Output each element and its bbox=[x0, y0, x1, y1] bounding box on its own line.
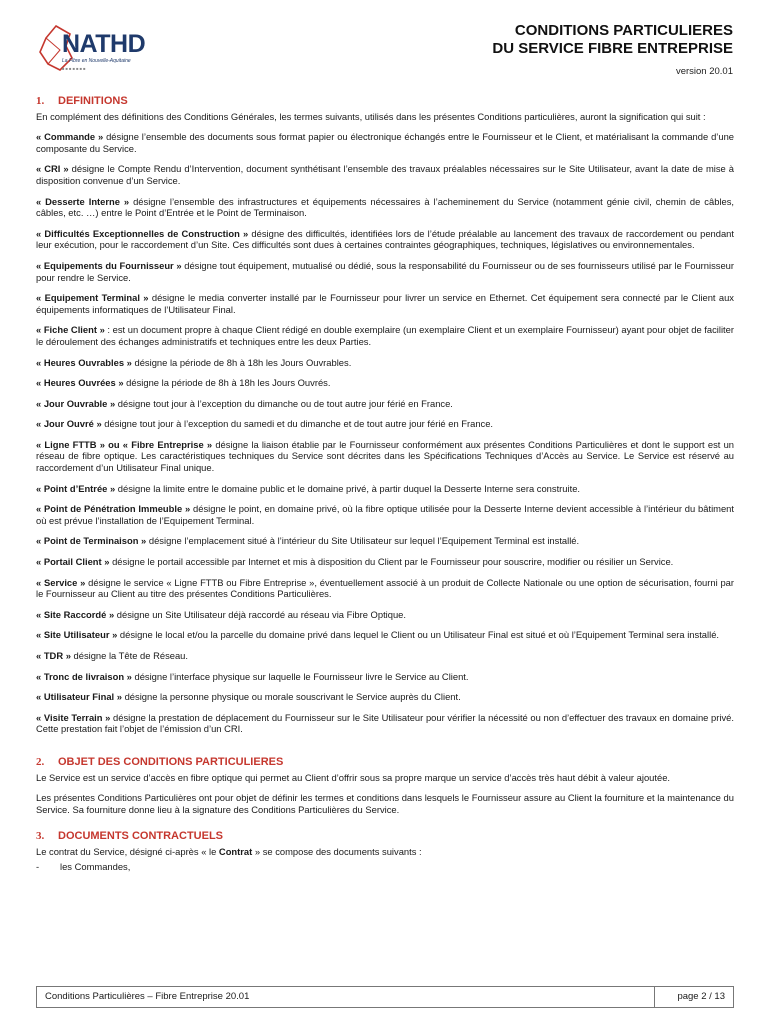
document-title bbox=[492, 22, 733, 58]
logo-wordmark: NATHD bbox=[62, 30, 146, 58]
definition-text: désigne la période de 8h à 18h les Jours Ouvrés. bbox=[123, 377, 331, 389]
definition-term: « Ligne FTTB » ou « Fibre Entreprise » bbox=[36, 438, 213, 450]
definition-item bbox=[36, 650, 734, 662]
definition-term: « Site Utilisateur » bbox=[36, 629, 118, 641]
definition-text: désigne un Site Utilisateur déjà raccordé au réseau via Fibre Optique. bbox=[114, 608, 407, 620]
section-1-heading bbox=[36, 96, 734, 108]
definition-term: « Jour Ouvrable » bbox=[36, 397, 116, 409]
definition-text: désigne l’emplacement situé à l’intérieur du Site Utilisateur sur lequel l’Equipement Terminal est installé. bbox=[146, 535, 580, 547]
footer-divider bbox=[654, 987, 655, 1007]
definition-text: désigne l’ensemble des infrastructures et équipements nécessaires à l’acheminement du Service (notamment génie civil, chemin de câbles, câbles, etc. …) entre le Point d’Entrée et le Point de Terminaison. bbox=[36, 195, 735, 219]
definition-text: désigne tout jour à l’exception du samedi et du dimanche et de tout autre jour férié en France. bbox=[101, 418, 494, 430]
definition-item bbox=[36, 260, 734, 283]
definition-text: désigne la liaison établie par le Fournisseur conformément aux présentes Conditions Particulières et dont le support est un réseau de fibre optique. Les caractéristiques techniques du Service sont décrites dans les Spécifications Techniques d’Accès au Service. Le Service est réservé au raccordement d’un Utilisateur Final unique. bbox=[36, 438, 734, 474]
definition-term: « Tronc de livraison » bbox=[36, 670, 132, 682]
definition-text: désigne le portail accessible par Internet et mis à disposition du Client par le Fournisseur pour souscrire, modifier ou résilier un Service. bbox=[109, 556, 674, 568]
definition-text: désigne la personne physique ou morale souscrivant le Service auprès du Client. bbox=[121, 691, 461, 703]
page-footer bbox=[36, 986, 734, 1008]
definition-item bbox=[36, 163, 734, 186]
definition-term: « Site Raccordé » bbox=[36, 608, 115, 620]
section-3-paragraph bbox=[36, 846, 734, 858]
definition-item bbox=[36, 418, 734, 430]
definition-text: désigne le service « Ligne FTTB ou Fibre Entreprise », éventuellement associé à un produit de Collecte Nationale ou une option de sécurisation, fourni par le Fournisseur au Client au titre des présentes Conditions Particulières. bbox=[36, 576, 735, 600]
text-run: Le contrat du Service, désigné ci-après « le bbox=[36, 845, 219, 857]
definition-term: « Fiche Client » bbox=[36, 324, 105, 336]
text-run: » se compose des documents suivants : bbox=[252, 845, 422, 857]
definition-item bbox=[36, 228, 734, 251]
section-number: 1. bbox=[36, 95, 45, 107]
title-line-2: DU SERVICE FIBRE ENTREPRISE bbox=[492, 40, 733, 57]
definition-item bbox=[36, 398, 734, 410]
definition-item bbox=[36, 577, 734, 600]
definition-term: « Service » bbox=[36, 576, 86, 588]
definition-text: : est un document propre à chaque Client rédigé en double exemplaire (un exemplaire Client et un exemplaire Fournisseur) ayant pour objet de faciliter le déroulement des échanges administratifs et techniques entre les deux Parties. bbox=[36, 324, 734, 347]
section-2-paragraph-2: Les présentes Conditions Particulières ont pour objet de définir les termes et conditions dans lesquels le Fournisseur assure au Client la fourniture et la maintenance du Service. Sa fourniture donne lieu à la signature des Conditions Particulières du Service. bbox=[36, 792, 734, 815]
definition-text: désigne tout jour à l’exception du dimanche ou de tout autre jour férié en France. bbox=[115, 397, 453, 409]
definition-item bbox=[36, 503, 734, 526]
page-number: page 2 / 13 bbox=[677, 991, 725, 1002]
definitions-list bbox=[36, 131, 734, 735]
definition-item bbox=[36, 483, 734, 495]
definition-term: « Point de Terminaison » bbox=[36, 535, 147, 547]
definition-item bbox=[36, 324, 734, 347]
definition-term: « Jour Ouvré » bbox=[36, 418, 102, 430]
definition-term: « Visite Terrain » bbox=[36, 711, 111, 723]
section-title: OBJET DES CONDITIONS PARTICULIERES bbox=[58, 755, 284, 768]
definitions-intro: En complément des définitions des Conditions Générales, les termes suivants, utilisés dans les présentes Conditions particulières, auront la signification qui suit : bbox=[36, 110, 706, 122]
definition-item bbox=[36, 629, 734, 641]
definition-text: désigne le point, en domaine privé, où la fibre optique utilisée pour la Desserte Interne devient accessible à l’intérieur du bâtiment où est prévue l’installation de l’Equipement Terminal. bbox=[36, 503, 734, 526]
definition-text: désigne la prestation de déplacement du Fournisseur sur le Site Utilisateur pour vérifier la nécessité ou non d’effectuer des travaux en domaine privé. Cette prestation fait l’objet de l’émission d’un CRI. bbox=[36, 711, 734, 735]
section-2-paragraph-1: Le Service est un service d’accès en fibre optique qui permet au Client d’offrir sous sa propre marque un service d’accès très haut débit à valeur ajoutée. bbox=[36, 771, 671, 783]
definition-text: désigne l’ensemble des documents sous format papier ou électronique échangés entre le Fournisseur et le Client, et matérialisant la commande d’une composante du Service. bbox=[36, 131, 735, 154]
definition-term: « Difficultés Exceptionnelles de Construction » bbox=[36, 227, 249, 239]
definition-item bbox=[36, 357, 734, 369]
section-title: DEFINITIONS bbox=[58, 95, 128, 107]
title-line-1: CONDITIONS PARTICULIERES bbox=[514, 22, 733, 39]
definition-text: désigne la Tête de Réseau. bbox=[70, 650, 189, 661]
nathd-logo bbox=[36, 20, 166, 80]
definition-text: désigne des difficultés, identifiées lors de l’étude préalable au lancement des travaux de raccordement ou pendant leur exécution, pour le raccordement d’un Site. Ces difficultés sont dues à certaines contraintes géographiques, techniques, législatives ou environnementales. bbox=[36, 227, 734, 251]
logo-tagline: La Fibre en Nouvelle-Aquitaine bbox=[62, 58, 131, 64]
definition-item bbox=[36, 196, 734, 219]
definition-text: désigne le media converter installé par le Fournisseur pour livrer un service en Ethernet. Cet équipement sera connecté par le Client aux équipements informatiques de l’Utilisateur Final. bbox=[36, 292, 734, 315]
definition-term: « Equipement Terminal » bbox=[36, 292, 149, 304]
bullet-dash: - bbox=[36, 860, 40, 872]
definition-item bbox=[36, 712, 734, 735]
definition-text: désigne tout équipement, mutualisé ou dédié, sous la responsabilité du Fournisseur ou de ses fournisseurs utilisé par le Fournisseur pour rendre le Service. bbox=[36, 259, 735, 283]
document-body bbox=[36, 96, 734, 872]
definition-item bbox=[36, 439, 734, 474]
definition-item bbox=[36, 609, 734, 621]
definition-term: « Heures Ouvrables » bbox=[36, 356, 132, 368]
section-3-heading bbox=[36, 831, 734, 843]
definition-text: désigne le local et/ou la parcelle du domaine privé dans lequel le Client ou un Utilisateur Final est situé et où l’Equipement Terminal sera installé. bbox=[117, 629, 720, 641]
definition-text: désigne la limite entre le domaine public et le domaine privé, à partir duquel la Desserte Interne sera construite. bbox=[115, 482, 581, 494]
logo-partners: ■ ■ ■ ■ ■ ■ ■ bbox=[62, 66, 86, 71]
definition-text: désigne la période de 8h à 18h les Jours Ouvrables. bbox=[131, 356, 352, 368]
definition-item bbox=[36, 292, 734, 315]
section-number: 3. bbox=[36, 830, 45, 843]
definition-item bbox=[36, 535, 734, 547]
definition-text: désigne l’interface physique sur laquelle le Fournisseur livre le Service au Client. bbox=[131, 670, 469, 682]
definition-term: « TDR » bbox=[36, 650, 71, 661]
definition-term: « CRI » bbox=[36, 163, 69, 175]
list-item-text: les Commandes, bbox=[60, 860, 131, 872]
definition-term: « Heures Ouvrées » bbox=[36, 377, 124, 389]
contract-term: Contrat bbox=[218, 845, 253, 857]
definition-term: « Desserte Interne » bbox=[36, 195, 130, 207]
definition-term: « Commande » bbox=[36, 131, 104, 143]
definition-term: « Portail Client » bbox=[36, 556, 110, 568]
definition-item bbox=[36, 691, 734, 703]
definition-term: « Point d’Entrée » bbox=[36, 482, 116, 494]
definition-item bbox=[36, 131, 734, 154]
definition-item bbox=[36, 377, 734, 389]
section-2-heading bbox=[36, 757, 734, 769]
section-number: 2. bbox=[36, 755, 45, 768]
version-label: version 20.01 bbox=[675, 66, 733, 77]
definition-term: « Equipements du Fournisseur » bbox=[36, 259, 182, 271]
footer-document-name: Conditions Particulières – Fibre Entreprise 20.01 bbox=[45, 991, 250, 1002]
definition-item bbox=[36, 556, 734, 568]
definition-item bbox=[36, 671, 734, 683]
section-title: DOCUMENTS CONTRACTUELS bbox=[58, 830, 223, 843]
definition-term: « Utilisateur Final » bbox=[36, 691, 122, 703]
definition-term: « Point de Pénétration Immeuble » bbox=[36, 503, 191, 515]
list-item bbox=[36, 861, 734, 873]
definition-text: désigne le Compte Rendu d’Intervention, document synthétisant l’ensemble des travaux préalables nécessaires sur le Site Utilisateur, avant la date de mise à disposition convenue d’un Service. bbox=[36, 163, 734, 186]
